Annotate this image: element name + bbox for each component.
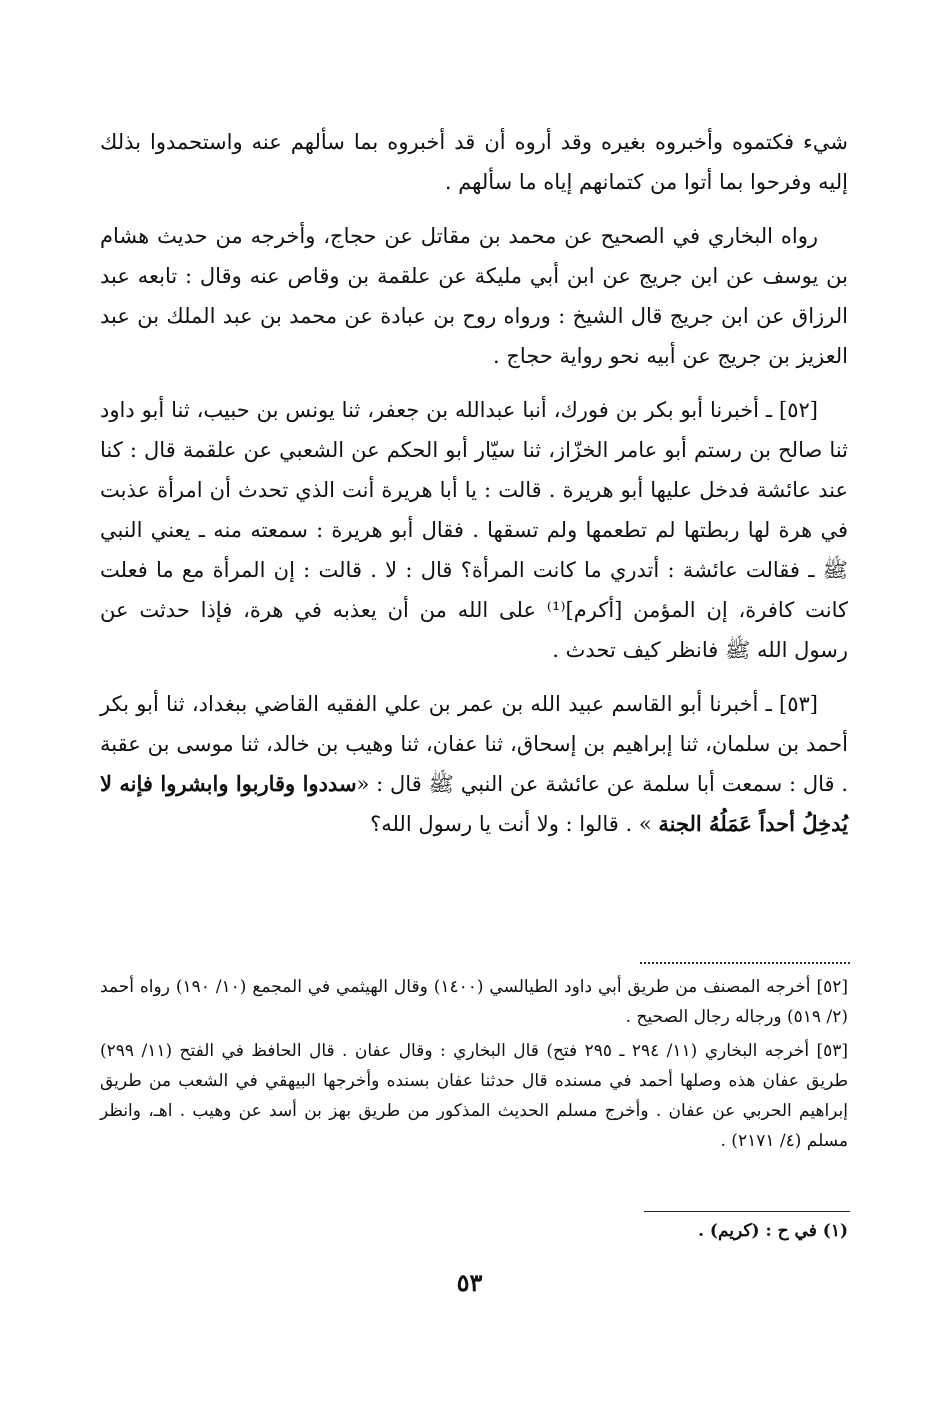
note-52: [٥٢] أخرجه المصنف من طريق أبي داود الطيالسي (١٤٠٠) وقال الهيثمي في المجمع (١٠/ ١٩٠) رواه أحمد (٢/ ٥١٩) ورجاله رجال الصحيح .: [100, 977, 848, 1027]
hadith-53-matn: سددوا وقاربوا وابشروا فإنه لا يُدخِلُ أحداً عَمَلُهُ الجنة: [100, 771, 848, 836]
takhrij-notes: [100, 972, 848, 1160]
hadith-53: [100, 684, 848, 844]
paragraph-bukhari-note: رواه البخاري في الصحيح عن محمد بن مقاتل عن حجاج، وأخرجه من حديث هشام بن يوسف عن ابن جريج عن ابن أبي مليكة عن علقمة بن وقاص عنه وقال : تابعه عبد الرزاق عن ابن جريج قال الشيخ : ورواه روح بن عبادة عن محمد بن عبد الملك بن عبد العزيز بن جريج عن أبيه نحو رواية حجاج .: [100, 224, 848, 368]
page-number: ٥٣: [456, 1268, 483, 1297]
footnote-separator: [644, 1211, 850, 1212]
footnote: (١) في ح : (كريم) .: [698, 1221, 848, 1241]
paragraph-continuation: شيء فكتموه وأخبروه بغيره وقد أروه أن قد أخبروه بما سألهم عنه واستحمدوا بذلك إليه وفرحوا بما أتوا من كتمانهم إياه ما سألهم .: [100, 130, 848, 194]
hadith-52: [٥٢] ـ أخبرنا أبو بكر بن فورك، أنبا عبدالله بن جعفر، ثنا يونس بن حبيب، ثنا أبو داود ثنا صالح بن رستم أبو عامر الخزّاز، ثنا سيّار أبو الحكم عن الشعبي عن علقمة قال : كنا عند عائشة فدخل عليها أبو هريرة . قالت : يا أبا هريرة أنت الذي تحدث أن امرأة عذبت في هرة لها ربطتها لم تطعمها ولم تسقها . فقال أبو هريرة : سمعته منه ـ يعني النبي ﷺ ـ فقالت عائشة : أتدري ما كانت المرأة؟ قال : لا . قالت : إن المرأة مع ما فعلت كانت كافرة، إن المؤمن [أكرم]⁽¹⁾ على الله من أن يعذبه في هرة، فإذا حدثت عن رسول الله ﷺ فانظر كيف تحدث .: [100, 398, 849, 662]
hadith-53-chain: [٥٣] ـ أخبرنا أبو القاسم عبيد الله بن عمر بن علي الفقيه القاضي ببغداد، ثنا أبو بكر أحمد بن سلمان، ثنا إبراهيم بن إسحاق، ثنا عفان، ثنا وهيب بن خالد، ثنا موسى بن عقبة . قال : سمعت أبا سلمة عن عائشة عن النبي ﷺ قال : «: [100, 692, 848, 796]
hadith-53-tail: » . قالوا : ولا أنت يا رسول الله؟: [370, 812, 659, 836]
main-text: [100, 122, 848, 858]
note-53: [٥٣] أخرجه البخاري (١١/ ٢٩٤ ـ ٢٩٥ فتح) قال البخاري : وقال عفان . قال الحافظ في الفتح (١١/ ٢٩٩) طريق عفان هذه وصلها أحمد في مسنده قال حدثنا عفان بسنده وأخرجها البيهقي في الشعب من طريق إبراهيم الحربي عن عفان . وأخرج مسلم الحديث المذكور من طريق بهز بن أسد عن وهيب . اهـ، وانظر مسلم (٤/ ٢١٧١) .: [100, 1041, 849, 1151]
notes-separator: [640, 962, 850, 964]
